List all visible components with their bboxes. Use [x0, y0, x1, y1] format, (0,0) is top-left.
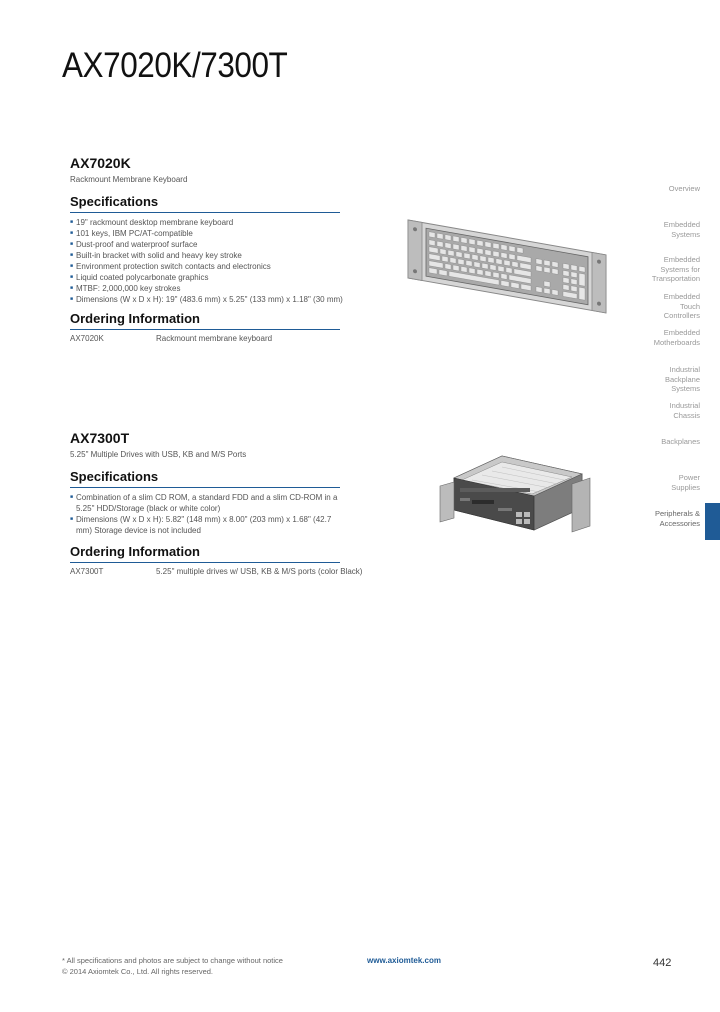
ordering-description: 5.25" multiple drives w/ USB, KB & M/S ports (color Black) — [156, 567, 363, 576]
spec-item: ■ Liquid coated polycarbonate graphics — [70, 272, 340, 283]
nav-item-power-supplies[interactable]: Power Supplies — [671, 473, 700, 492]
ordering-code: AX7300T — [70, 567, 104, 576]
footer-url-link[interactable]: www.axiomtek.com — [367, 956, 441, 965]
nav-item-embedded-touch-controllers[interactable]: Embedded Touch Controllers — [663, 292, 700, 320]
footer-disclaimer: * All specifications and photos are subject to change without notice — [62, 956, 283, 965]
ordering-heading: Ordering Information — [70, 544, 340, 563]
ordering-row — [70, 567, 363, 576]
specifications-heading: Specifications — [70, 194, 340, 213]
product-ax7020k — [70, 155, 343, 343]
product-ax7300t — [70, 430, 363, 576]
product-subtitle: 5.25" Multiple Drives with USB, KB and M/S Ports — [70, 450, 247, 459]
nav-item-backplanes[interactable]: Backplanes — [661, 437, 700, 446]
page-title: AX7020K/7300T — [62, 46, 288, 85]
nav-item-embedded-systems[interactable]: Embedded Systems — [663, 220, 700, 239]
nav-item-overview[interactable]: Overview — [668, 184, 700, 193]
spec-item: ■ Built-in bracket with solid and heavy key stroke — [70, 250, 340, 261]
ordering-row — [70, 334, 340, 343]
spec-item: ■ Dimensions (W x D x H): 19" (483.6 mm) x 5.25" (133 mm) x 1.18" (30 mm) — [70, 294, 340, 305]
spec-item: ■ 19" rackmount desktop membrane keyboard — [70, 217, 340, 228]
spec-item: ■ Dust-proof and waterproof surface — [70, 239, 340, 250]
nav-item-peripherals-accessories[interactable]: Peripherals & Accessories — [654, 509, 700, 528]
nav-item-embedded-motherboards[interactable]: Embedded Motherboards — [653, 328, 700, 347]
product-name: AX7300T — [70, 430, 130, 446]
spec-item: ■ MTBF: 2,000,000 key strokes — [70, 283, 340, 294]
spec-item: ■ Combination of a slim CD ROM, a standard FDD and a slim CD-ROM in a 5.25" HDD/Storage (black or white color) — [70, 492, 340, 514]
spec-item: ■ Environment protection switch contacts and electronics — [70, 261, 340, 272]
ordering-code: AX7020K — [70, 334, 104, 343]
page-number: 442 — [653, 957, 672, 969]
spec-item: ■ Dimensions (W x D x H): 5.82" (148 mm) x 8.00" (203 mm) x 1.68" (42.7 mm) Storage device is not included — [70, 514, 340, 536]
product-subtitle: Rackmount Membrane Keyboard — [70, 175, 188, 184]
product-name: AX7020K — [70, 155, 131, 171]
ordering-heading: Ordering Information — [70, 311, 340, 330]
ordering-description: Rackmount membrane keyboard — [156, 334, 273, 343]
active-section-tab[interactable] — [705, 503, 720, 540]
nav-item-industrial-chassis[interactable]: Industrial Chassis — [669, 401, 700, 420]
rackmount-keyboard-image — [398, 200, 616, 318]
nav-item-embedded-systems-transportation[interactable]: Embedded Systems for Transportation — [651, 255, 700, 283]
footer-copyright: © 2014 Axiomtek Co., Ltd. All rights reserved. — [62, 967, 214, 976]
multiple-drive-bay-image — [432, 448, 597, 560]
specifications-list — [70, 217, 343, 305]
spec-item: ■ 101 keys, IBM PC/AT-compatible — [70, 228, 340, 239]
nav-item-industrial-backplane-systems[interactable]: Industrial Backplane Systems — [664, 365, 700, 393]
specifications-heading: Specifications — [70, 469, 340, 488]
specifications-list — [70, 492, 340, 536]
